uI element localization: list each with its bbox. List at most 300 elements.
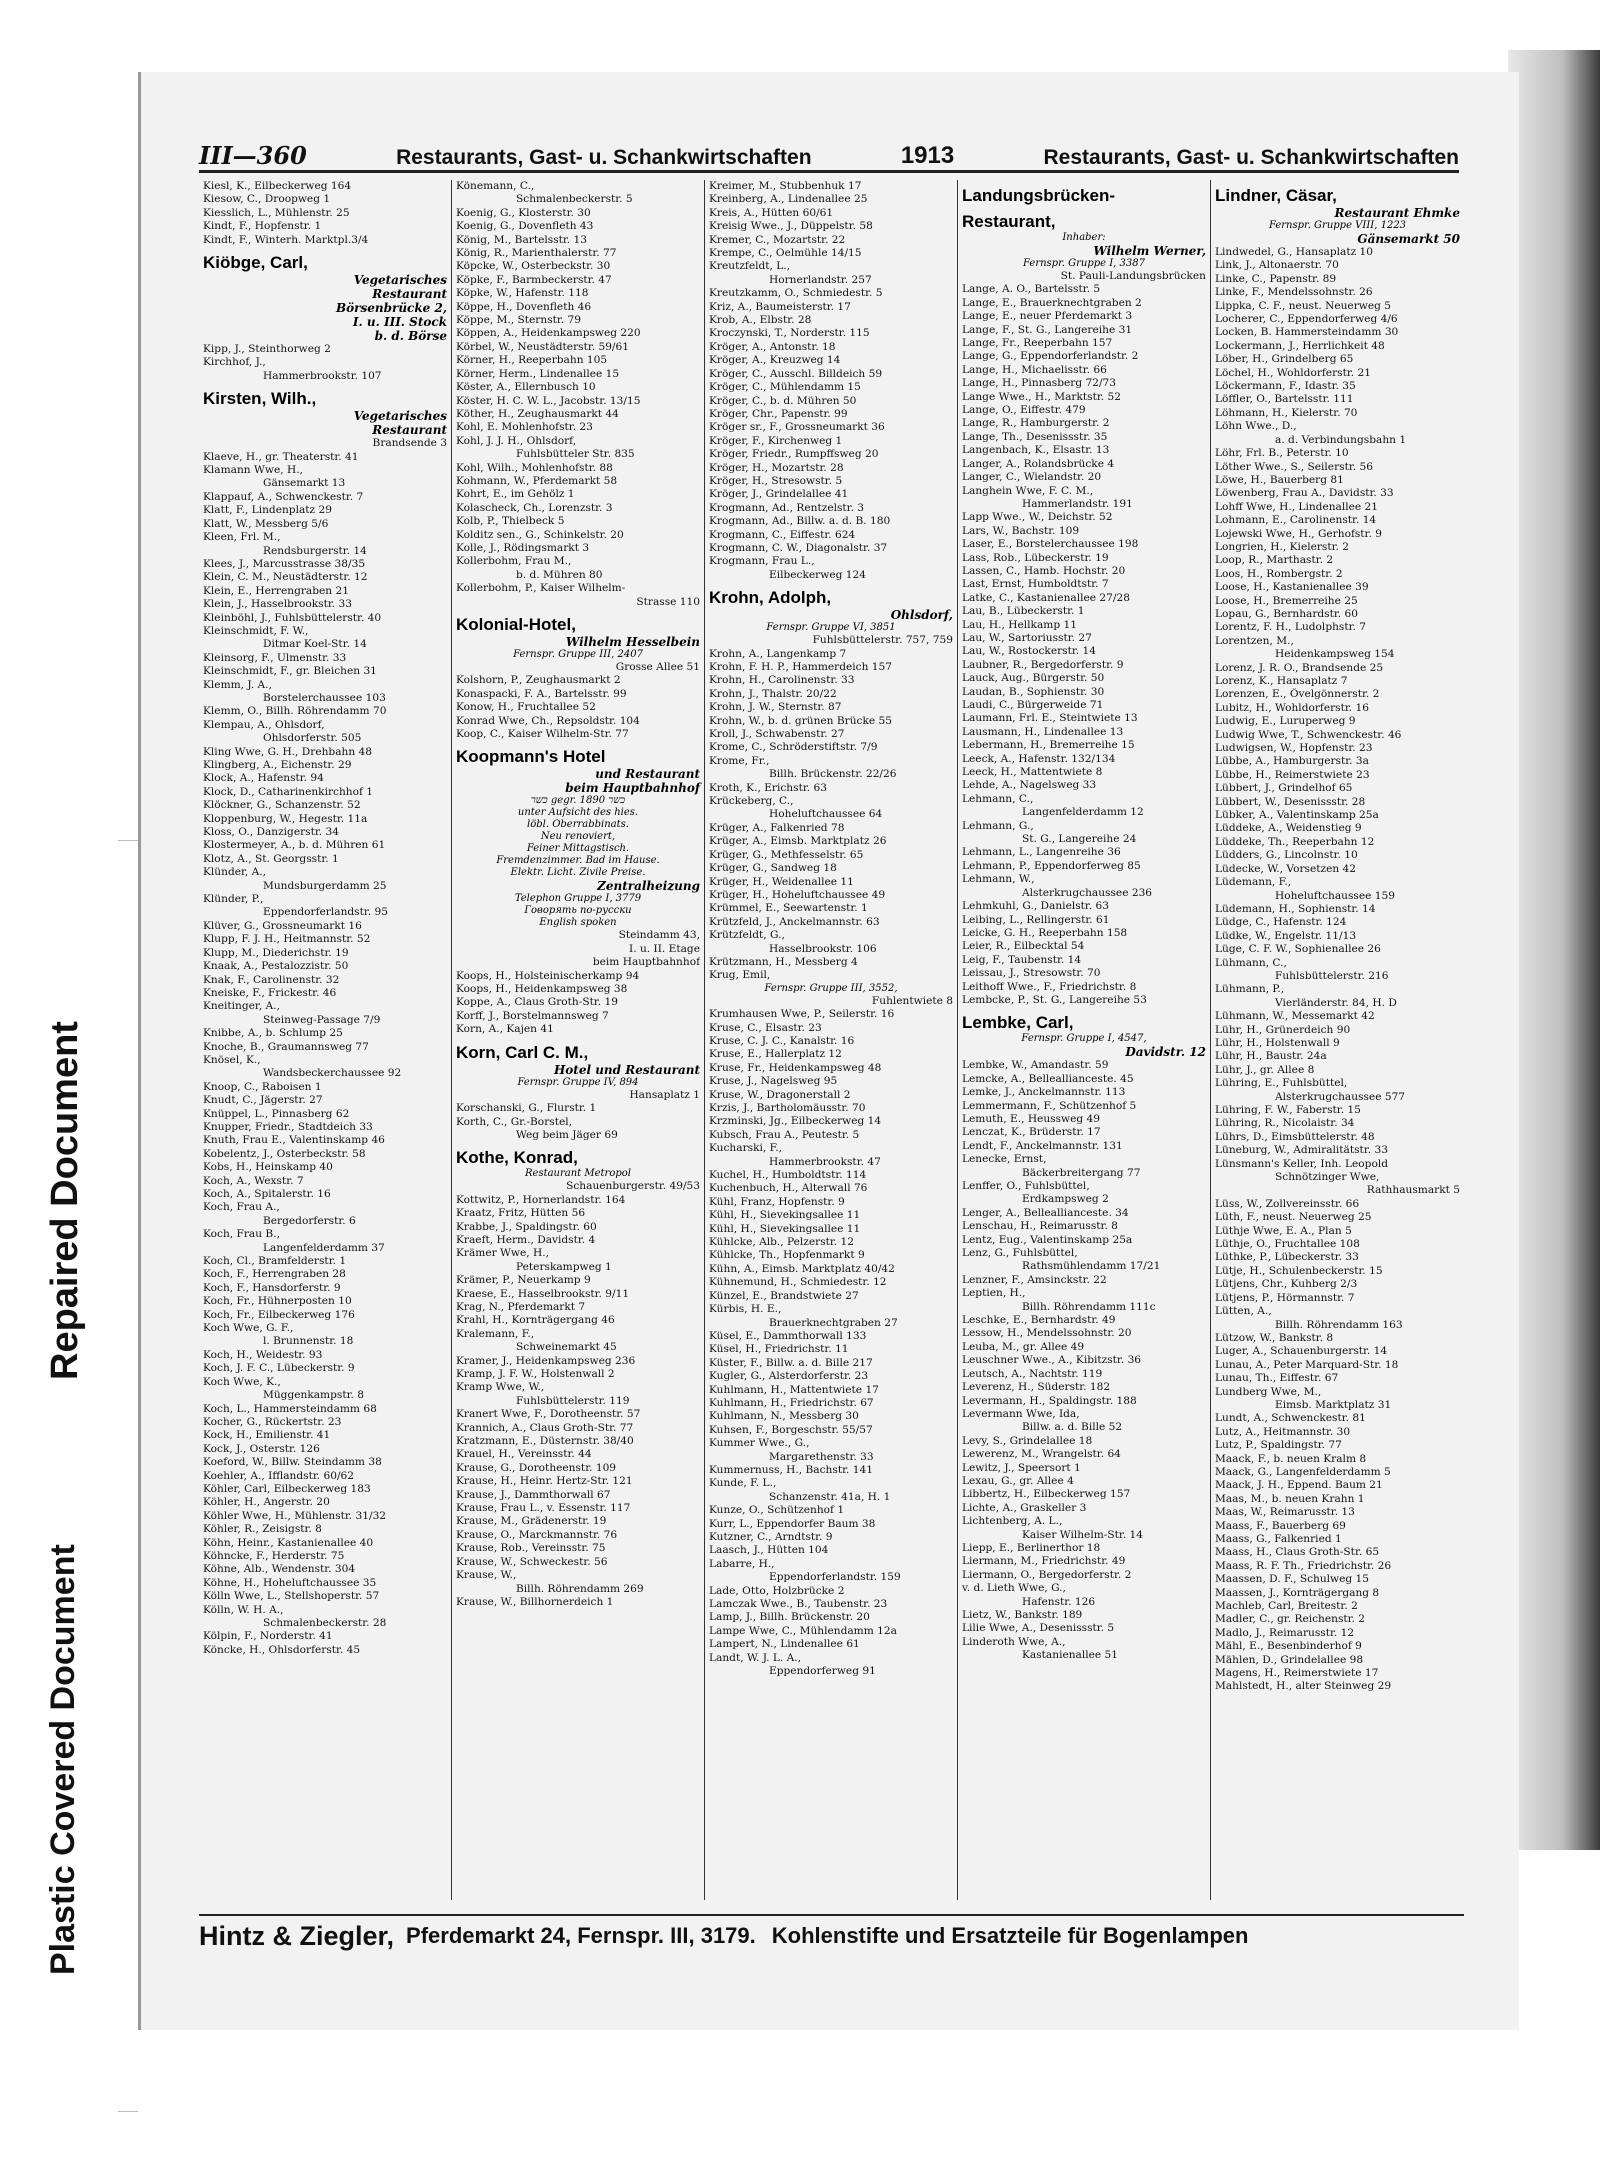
directory-entry: Klemm, O., Billh. Röhrendamm 70 xyxy=(203,705,387,718)
directory-entry: Kuchenbuch, H., Alterwall 76 xyxy=(709,1182,868,1195)
directory-entry: Köppe, H., Dovenfleth 46 xyxy=(456,300,592,313)
directory-entry: Kuhlmann, H., Mattentwiete 17 xyxy=(709,1383,879,1396)
directory-entry: Konrad Wwe, Ch., Repsoldstr. 104 xyxy=(456,714,640,727)
advert-note: Fernspr. Gruppe VIII, 1223 xyxy=(1268,220,1407,231)
directory-entry: Körner, H., Reeperbahn 105 xyxy=(456,354,608,367)
directory-entry: Krause, J., Dammthorwall 67 xyxy=(456,1488,611,1501)
directory-entry: Kraatz, Fritz, Hütten 56 xyxy=(456,1207,586,1220)
directory-entry: Lüdemann, H., Sophienstr. 14 xyxy=(1215,902,1376,915)
directory-entry: Konow, H., Fruchtallee 52 xyxy=(456,701,596,714)
directory-entry: Lübker, A., Valentinskamp 25a xyxy=(1215,809,1379,822)
plastic-covered-label: Plastic Covered Document xyxy=(44,1544,82,1975)
directory-entry: Lünsmann's Keller, Inh. Leopold xyxy=(1215,1157,1388,1170)
directory-entry: Maas, W., Reimarusstr. 13 xyxy=(1215,1506,1355,1519)
directory-entry: Lühr, H., Baustr. 24a xyxy=(1215,1050,1327,1063)
directory-entry: Kleen, Frl. M., xyxy=(203,531,281,544)
directory-entry: Lundt, A., Schwenckestr. 81 xyxy=(1215,1412,1366,1425)
directory-entry: Kolb, P., Thielbeck 5 xyxy=(456,515,565,528)
directory-entry: Linke, C., Papenstr. 89 xyxy=(1215,272,1337,285)
directory-entry: Klingberg, A., Eichenstr. 29 xyxy=(203,759,352,771)
directory-entry: Leig, F., Taubenstr. 14 xyxy=(962,953,1082,966)
directory-entry: Löffler, O., Bartelsstr. 111 xyxy=(1215,393,1354,406)
directory-entry: Knak, F., Carolinenstr. 32 xyxy=(203,973,340,986)
directory-entry: Link, J., Altonaerstr. 70 xyxy=(1215,259,1339,272)
address-continuation: Bergedorferstr. 6 xyxy=(263,1214,356,1227)
directory-entry: Krannich, A., Claus Groth-Str. 77 xyxy=(456,1421,634,1434)
directory-entry: Kolascheck, Ch., Lorenzstr. 3 xyxy=(456,501,613,514)
address-continuation: Schnötzinger Wwe, xyxy=(1275,1171,1380,1184)
directory-entry: Krüger, H., Weidenallee 11 xyxy=(709,875,854,888)
directory-entry: Lange Wwe., H., Marktstr. 52 xyxy=(962,390,1121,403)
address-continuation: Alsterkrugchaussee 577 xyxy=(1275,1090,1406,1103)
directory-entry: König, R., Marienthalerstr. 77 xyxy=(456,247,617,260)
directory-entry: Kühlcke, Alb., Pelzerstr. 12 xyxy=(709,1236,855,1249)
footer-address: Pferdemarkt 24, Fernspr. III, 3179. xyxy=(406,1923,756,1948)
directory-entry: Kuhsen, F., Borgeschstr. 55/57 xyxy=(709,1423,873,1436)
directory-entry: Langer, C., Wielandstr. 20 xyxy=(962,471,1102,484)
directory-entry: Lemuth, E., Heussweg 49 xyxy=(962,1112,1100,1125)
address-continuation: l. Brunnenstr. 18 xyxy=(263,1335,354,1348)
directory-entry: Lüss, W., Zollvereinsstr. 66 xyxy=(1215,1197,1360,1210)
directory-entry: Kutzner, C., Arndtstr. 9 xyxy=(709,1531,833,1543)
directory-entry: Kröger, Friedr., Rumpffsweg 20 xyxy=(709,448,879,461)
directory-entry: Kurr, L., Eppendorfer Baum 38 xyxy=(709,1517,876,1530)
directory-entry: Kühl, H., Sievekingsallee 11 xyxy=(709,1222,861,1235)
directory-entry: Klees, J., Marcusstrasse 38/35 xyxy=(203,557,366,570)
directory-column-4 xyxy=(958,180,1211,1900)
directory-entry: Krause, H., Heinr. Hertz-Str. 121 xyxy=(456,1475,633,1488)
address-continuation: Hammerbrookstr. 47 xyxy=(769,1155,881,1168)
address-continuation: a. d. Verbindungsbahn 1 xyxy=(1275,433,1407,446)
advert-note: English spoken xyxy=(539,917,617,929)
directory-entry: Krämer, P., Neuerkamp 9 xyxy=(456,1274,591,1287)
address-line: Strasse 110 xyxy=(636,595,700,608)
directory-entry: Levermann Wwe, Ida, xyxy=(962,1407,1080,1420)
directory-entry: Koehler, A., Ifflandstr. 60/62 xyxy=(203,1469,355,1482)
address-continuation: Schweinemarkt 45 xyxy=(516,1341,617,1354)
address-continuation: Eimsb. Marktplatz 31 xyxy=(1275,1398,1392,1411)
directory-entry: Kuhlmann, H., Friedrichstr. 67 xyxy=(709,1396,874,1409)
address-continuation: Fuhlsbütteler Str. 835 xyxy=(516,448,635,461)
directory-entry: Krützmann, H., Messberg 4 xyxy=(709,955,858,968)
directory-entry: Lange, H., Michaelisstr. 66 xyxy=(962,363,1107,376)
directory-entry: Machleb, Carl, Breitestr. 2 xyxy=(1215,1600,1358,1613)
directory-entry: Krumhausen Wwe, P., Seilerstr. 16 xyxy=(709,1008,895,1021)
directory-entry: Kubsch, Frau A., Peutestr. 5 xyxy=(709,1128,860,1141)
directory-entry: Krogmann, C., Eiffestr. 624 xyxy=(709,528,856,541)
address-continuation: Steinweg-Passage 7/9 xyxy=(263,1013,381,1026)
directory-entry: Krempe, C., Oelmühle 14/15 xyxy=(709,247,862,260)
address-line: Rathhausmarkt 5 xyxy=(1366,1184,1460,1197)
directory-entry: Last, Ernst, Humboldtstr. 7 xyxy=(962,578,1109,591)
directory-entry: Lebermann, H., Bremerreihe 15 xyxy=(962,739,1135,752)
directory-entry: Kruse, J., Nagelsweg 95 xyxy=(709,1075,838,1088)
directory-entry: Krämer Wwe, H., xyxy=(456,1247,549,1260)
address-continuation: Billh. Röhrendamm 111c xyxy=(1022,1300,1156,1313)
directory-entry: Köhncke, F., Herderstr. 75 xyxy=(203,1549,345,1562)
directory-entry: Leptien, H., xyxy=(962,1287,1026,1300)
directory-entry: Lange, O., Eiffestr. 479 xyxy=(962,404,1086,417)
address-continuation: Billh. Röhrendamm 269 xyxy=(516,1582,644,1595)
advert-line: Ohlsdorf, xyxy=(890,608,953,623)
advert-line: beim Hauptbahnhof xyxy=(565,781,700,796)
directory-entry: Lohmann, E., Carolinenstr. 14 xyxy=(1215,514,1377,527)
address-line: I. u. II. Etage xyxy=(629,942,700,955)
directory-entry: Krause, Rob., Vereinsstr. 75 xyxy=(456,1542,606,1555)
directory-entry: Lühmann, P., xyxy=(1215,983,1285,996)
directory-entry: Lüthje Wwe, E. A., Plan 5 xyxy=(1215,1224,1352,1237)
directory-entry: Krückeberg, C., xyxy=(709,795,794,808)
directory-entry: Klock, A., Hafenstr. 94 xyxy=(203,772,324,785)
address-continuation: Margarethenstr. 33 xyxy=(769,1450,874,1463)
directory-entry: Lenzner, F., Amsinckstr. 22 xyxy=(962,1273,1107,1286)
directory-entry: Lütje, H., Schulenbeckerstr. 15 xyxy=(1215,1264,1383,1277)
directory-entry: Kunde, F. L., xyxy=(709,1477,777,1490)
address-continuation: Hasselbrookstr. 106 xyxy=(769,942,877,955)
directory-entry: Lübbert, J., Grindelhof 65 xyxy=(1215,782,1353,795)
directory-entry: Krogmann, Ad., Rentzelstr. 3 xyxy=(709,501,865,514)
directory-entry: Koch, F., Hansdorferstr. 9 xyxy=(203,1281,341,1294)
directory-entry: Küsel, H., Friedrichstr. 11 xyxy=(709,1343,849,1356)
directory-entry: Klotz, A., St. Georgsstr. 1 xyxy=(203,852,339,865)
directory-entry: Koeford, W., Billw. Steindamm 38 xyxy=(203,1456,382,1469)
directory-entry: Löhr, Frl. B., Peterstr. 10 xyxy=(1215,447,1349,460)
directory-entry: Lange, E., neuer Pferdemarkt 3 xyxy=(962,310,1133,323)
directory-entry: Lade, Otto, Holzbrücke 2 xyxy=(709,1584,845,1597)
directory-entry: Kreimer, M., Stubbenhuk 17 xyxy=(709,180,862,192)
directory-entry: Krome, C., Schröderstiftstr. 7/9 xyxy=(709,741,878,754)
directory-entry: Kugler, G., Alsterdorferstr. 23 xyxy=(709,1370,869,1383)
directory-entry: Kummernuss, H., Bachstr. 141 xyxy=(709,1463,873,1476)
directory-entry: König, M., Bartelsstr. 13 xyxy=(456,233,588,246)
directory-entry: Leeck, A., Hafenstr. 132/134 xyxy=(962,752,1116,765)
directory-entry: Krzminski, Jg., Eilbeckerweg 14 xyxy=(709,1115,882,1128)
directory-entry: Köpke, F., Barmbeckerstr. 47 xyxy=(456,273,612,286)
advert-line: Wilhelm Werner, xyxy=(1093,244,1206,258)
directory-entry: Kleinschmidt, F. W., xyxy=(203,624,309,637)
directory-entry: Lassen, C., Hamb. Hochstr. 20 xyxy=(962,564,1126,577)
directory-entry: Koops, H., Holsteinischerkamp 94 xyxy=(456,969,640,982)
advert-note: Fernspr. Gruppe VI, 3851 xyxy=(766,622,896,634)
directory-entry: Kölln, W. H. A., xyxy=(203,1603,284,1616)
directory-entry: Lüdemann, F., xyxy=(1215,876,1292,889)
address-continuation: Müggenkampstr. 8 xyxy=(263,1389,364,1402)
directory-entry: Lendt, F., Anckelmannstr. 131 xyxy=(962,1139,1123,1152)
directory-entry: Kohl, Wilh., Mohlenhofstr. 88 xyxy=(456,461,613,474)
directory-entry: Maassen, J., Kornträgergang 8 xyxy=(1215,1586,1380,1599)
footer-products: Kohlenstifte und Ersatzteile für Bogenlampen xyxy=(771,1923,1249,1948)
directory-entry: Köhler, R., Zeisigstr. 8 xyxy=(203,1523,322,1536)
directory-entry: Lange, A. O., Bartelsstr. 5 xyxy=(962,283,1101,296)
side-label-strip xyxy=(0,0,130,2177)
directory-entry: Löber, H., Grindelberg 65 xyxy=(1215,353,1354,366)
directory-entry: Lindwedel, G., Hansaplatz 10 xyxy=(1215,246,1374,258)
directory-entry: Langhein Wwe, F. C. M., xyxy=(962,484,1094,497)
directory-entry: Kling Wwe, G. H., Drehbahn 48 xyxy=(203,745,373,758)
directory-entry: Maass, H., Claus Groth-Str. 65 xyxy=(1215,1546,1380,1559)
directory-entry: Kröger, A., Antonstr. 18 xyxy=(709,340,836,353)
directory-entry: Köther, H., Zeughausmarkt 44 xyxy=(456,407,619,420)
directory-entry: Kramp, J. F. W., Holstenwall 2 xyxy=(456,1368,615,1380)
directory-entry: Korth, C., Gr.-Borstel, xyxy=(456,1115,572,1128)
address-continuation: Schanzenstr. 41a, H. 1 xyxy=(769,1490,891,1503)
directory-entry: Lüth, F., neust. Neuerweg 25 xyxy=(1215,1211,1372,1224)
address-continuation: St. G., Langereihe 24 xyxy=(1022,833,1137,846)
directory-entry: Löhmann, H., Kielerstr. 70 xyxy=(1215,406,1358,419)
directory-entry: Lars, W., Bachstr. 109 xyxy=(962,524,1080,537)
directory-entry: Köncke, H., Ohlsdorferstr. 45 xyxy=(203,1643,361,1656)
address-continuation: Billh. Brückenstr. 22/26 xyxy=(769,768,897,781)
directory-entry: Kirchhof, J., xyxy=(203,356,266,369)
directory-entry: Laasch, J., Hütten 104 xyxy=(709,1544,829,1557)
directory-entry: Kollerbohm, Frau M., xyxy=(456,555,572,568)
directory-entry: Kiesslich, L., Mühlenstr. 25 xyxy=(203,206,350,219)
advert-line: b. d. Börse xyxy=(374,329,447,344)
document-page xyxy=(138,72,1519,2030)
directory-entry: Lexau, G., gr. Allee 4 xyxy=(962,1474,1074,1487)
directory-entry: Koch, J. F. C., Lübeckerstr. 9 xyxy=(203,1362,355,1375)
directory-columns xyxy=(199,180,1464,1900)
directory-entry: Kröger, C., b. d. Mühren 50 xyxy=(709,394,857,407)
advert-line: Zentralheizung xyxy=(597,879,700,894)
directory-entry: Koch, Fr., Eilbeckerweg 176 xyxy=(203,1308,355,1321)
directory-entry: Ludwig, E., Luruperweg 9 xyxy=(1215,715,1356,728)
directory-entry: Lüdders, G., Lincolnstr. 10 xyxy=(1215,849,1358,862)
directory-entry: Lorentz, F. H., Ludolphstr. 7 xyxy=(1215,621,1366,634)
directory-entry: Lau, W., Sartoriusstr. 27 xyxy=(962,631,1092,644)
advert-note: löbl. Oberrabbinats. xyxy=(527,819,629,831)
directory-entry: Kneiske, F., Frickestr. 46 xyxy=(203,986,337,999)
directory-entry: Maass, G., Falkenried 1 xyxy=(1215,1533,1342,1545)
directory-entry: Lockermann, J., Herrlichkeit 48 xyxy=(1215,339,1385,352)
directory-entry: Lorenz, J. R. O., Brandsende 25 xyxy=(1215,661,1384,674)
directory-entry: Landt, W. J. L. A., xyxy=(709,1651,802,1664)
directory-entry: Kiesow, C., Droopweg 1 xyxy=(203,193,331,206)
business-heading: Landungsbrücken- xyxy=(962,186,1116,205)
directory-entry: Kranert Wwe, F., Dorotheenstr. 57 xyxy=(456,1408,641,1421)
directory-entry: Lüthje, O., Fruchtallee 108 xyxy=(1215,1238,1360,1251)
address-continuation: Eilbeckerweg 124 xyxy=(769,568,866,581)
directory-entry: Leverenz, H., Süderstr. 182 xyxy=(962,1381,1111,1394)
directory-entry: Klatt, W., Messberg 5/6 xyxy=(203,517,329,530)
directory-entry: Kölln Wwe, L., Stellshoperstr. 57 xyxy=(203,1590,380,1603)
directory-entry: Krohn, J., Thalstr. 20/22 xyxy=(709,687,837,700)
directory-entry: Kruse, C. J. C., Kanalstr. 16 xyxy=(709,1034,855,1047)
directory-entry: Klein, E., Herrengraben 21 xyxy=(203,584,349,597)
directory-entry: Kroll, J., Schwabenstr. 27 xyxy=(709,728,845,741)
directory-entry: Krohn, H., Carolinenstr. 33 xyxy=(709,674,855,687)
directory-entry: Klempau, A., Ohlsdorf, xyxy=(203,718,325,731)
directory-entry: Krüger, H., Hoheluftchaussee 49 xyxy=(709,888,886,901)
directory-entry: Körner, Herm., Lindenallee 15 xyxy=(456,367,620,380)
directory-entry: Liepp, E., Berlinerthor 18 xyxy=(962,1541,1101,1554)
directory-entry: Koch, A., Spitalerstr. 16 xyxy=(203,1188,331,1200)
address-continuation: Kaiser Wilhelm-Str. 14 xyxy=(1022,1528,1143,1541)
directory-entry: Mählen, D., Grindelallee 98 xyxy=(1215,1653,1364,1666)
directory-entry: Lau, H., Hellkamp 11 xyxy=(962,618,1077,631)
directory-entry: Lorenzen, E., Övelgönnerstr. 2 xyxy=(1215,688,1380,701)
advert-line: Restaurant xyxy=(372,287,447,302)
directory-entry: Krogmann, Ad., Billw. a. d. B. 180 xyxy=(709,515,891,528)
directory-entry: Kröger, Chr., Papenstr. 99 xyxy=(709,407,848,420)
directory-entry: Lutz, A., Heitmannstr. 30 xyxy=(1215,1425,1351,1438)
directory-entry: Lüdke, W., Engelstr. 11/13 xyxy=(1215,929,1357,942)
page-header xyxy=(199,132,1459,173)
address-continuation: Langenfelderdamm 12 xyxy=(1022,806,1144,819)
page-number: III—360 xyxy=(199,141,307,170)
advert-line: und Restaurant xyxy=(595,767,700,782)
address-continuation: Langenfelderdamm 37 xyxy=(263,1241,385,1254)
directory-entry: Kraese, E., Hasselbrookstr. 9/11 xyxy=(456,1287,630,1300)
directory-entry: Klüver, G., Grossneumarkt 16 xyxy=(203,919,362,932)
directory-entry: Lampe Wwe, C., Mühlendamm 12a xyxy=(709,1624,897,1637)
directory-entry: Krümmel, E., Seewartenstr. 1 xyxy=(709,902,868,915)
footer-company: Hintz & Ziegler, xyxy=(199,1920,395,1951)
directory-entry: Lapp Wwe., W., Deichstr. 52 xyxy=(962,511,1113,524)
directory-entry: Lippka, C. F., neust. Neuerweg 5 xyxy=(1215,299,1391,312)
business-heading: Krohn, Adolph, xyxy=(709,588,832,608)
directory-entry: Kuhlmann, N., Messberg 30 xyxy=(709,1410,859,1423)
directory-entry: Kneitinger, A., xyxy=(203,1000,280,1013)
directory-entry: Knibbe, A., b. Schlump 25 xyxy=(203,1027,343,1040)
directory-entry: Lietz, W., Bankstr. 189 xyxy=(962,1609,1083,1621)
directory-entry: Lüddeke, A., Weidenstieg 9 xyxy=(1215,822,1362,835)
address-continuation: Hafenstr. 126 xyxy=(1022,1595,1096,1608)
address-line: Grosse Allee 51 xyxy=(615,661,700,673)
directory-entry: Leissau, J., Stresowstr. 70 xyxy=(962,967,1101,980)
directory-entry: Kleinschmidt, F., gr. Bleichen 31 xyxy=(203,665,377,678)
address-continuation: Hoheluftchaussee 159 xyxy=(1275,889,1395,902)
address-continuation: Bäckerbreitergang 77 xyxy=(1022,1166,1141,1179)
address-continuation: b. d. Mühren 80 xyxy=(516,568,603,581)
directory-entry: Lauck, Aug., Bürgerstr. 50 xyxy=(962,672,1105,685)
directory-entry: Locken, B. Hammersteindamm 30 xyxy=(1215,326,1399,339)
advert-line: Wilhelm Hesselbein xyxy=(565,635,700,649)
directory-entry: Lange, Fr., Reeperbahn 157 xyxy=(962,337,1113,350)
directory-entry: Küster, F., Billw. a. d. Bille 217 xyxy=(709,1356,873,1369)
directory-entry: Korn, A., Kajen 41 xyxy=(456,1023,554,1036)
directory-entry: Koch, Fr., Hühnerposten 10 xyxy=(203,1295,352,1308)
directory-entry: Koenig, G., Klosterstr. 30 xyxy=(456,206,591,219)
directory-entry: Luger, A., Schauenburgerstr. 14 xyxy=(1215,1345,1388,1358)
directory-entry: Liermann, M., Friedrichstr. 49 xyxy=(962,1555,1126,1568)
directory-entry: Lüdge, C., Hafenstr. 124 xyxy=(1215,916,1347,929)
directory-entry: Kottwitz, P., Hornerlandstr. 164 xyxy=(456,1193,626,1206)
directory-entry: Kolditz sen., G., Schinkelstr. 20 xyxy=(456,528,624,541)
directory-entry: Koppe, A., Claus Groth-Str. 19 xyxy=(456,996,618,1009)
directory-entry: Klatt, F., Lindenplatz 29 xyxy=(203,504,332,517)
directory-entry: Kühlcke, Th., Hopfenmarkt 9 xyxy=(709,1249,865,1262)
directory-entry: Kipp, J., Steinthorweg 2 xyxy=(203,343,331,356)
directory-entry: Lange, R., Hamburgerstr. 2 xyxy=(962,417,1110,430)
address-continuation: Kastanienallee 51 xyxy=(1022,1649,1119,1662)
directory-entry: Lange, E., Brauerknechtgraben 2 xyxy=(962,296,1142,309)
directory-entry: Löchel, H., Wohldorferstr. 21 xyxy=(1215,366,1371,379)
address-continuation: Billh. Röhrendamm 163 xyxy=(1275,1318,1403,1331)
directory-entry: Kröger sr., F., Grossneumarkt 36 xyxy=(709,421,885,434)
directory-entry: Körbel, W., Neustädterstr. 59/61 xyxy=(456,340,629,353)
directory-entry: Kobelentz, J., Osterbeckstr. 58 xyxy=(203,1147,366,1160)
directory-entry: Krob, A., Elbstr. 28 xyxy=(709,314,812,327)
business-heading: Kothe, Konrad, xyxy=(456,1148,578,1168)
advert-note: Fernspr. Gruppe I, 3387 xyxy=(1023,258,1145,269)
address-continuation: Rendsburgerstr. 14 xyxy=(263,544,367,557)
directory-entry: Leuba, M., gr. Allee 49 xyxy=(962,1340,1085,1353)
directory-entry: Kohmann, W., Pferdemarkt 58 xyxy=(456,474,618,487)
address-line: Hansaplatz 1 xyxy=(629,1088,700,1101)
directory-entry: Linderoth Wwe, A., xyxy=(962,1635,1066,1648)
directory-entry: Köhler, Carl, Eilbeckerweg 183 xyxy=(203,1482,371,1495)
address-continuation: Peterskampweg 1 xyxy=(516,1260,612,1273)
directory-entry: Kühl, Franz, Hopfenstr. 9 xyxy=(709,1195,845,1208)
address-continuation: Schmalenbeckerstr. 5 xyxy=(516,193,633,206)
directory-entry: Latke, C., Kastanienallee 27/28 xyxy=(962,591,1130,604)
directory-entry: Krause, Frau L., v. Essenstr. 117 xyxy=(456,1502,631,1515)
directory-entry: Koch, L., Hammersteindamm 68 xyxy=(203,1402,377,1415)
address-continuation: Wandsbeckerchaussee 92 xyxy=(263,1067,402,1080)
directory-column-2 xyxy=(452,180,705,1900)
directory-entry: Leuschner Wwe., A., Kibitzstr. 36 xyxy=(962,1354,1142,1367)
directory-entry: Leier, R., Eilbecktal 54 xyxy=(962,940,1085,953)
directory-entry: Kruse, E., Hallerplatz 12 xyxy=(709,1048,842,1061)
advert-note: Elektr. Licht. Zivile Preise. xyxy=(510,867,646,879)
directory-entry: Madler, C., gr. Reichenstr. 2 xyxy=(1215,1613,1366,1626)
directory-entry: Kröger, A., Kreuzweg 14 xyxy=(709,354,841,367)
directory-entry: Löwenberg, Frau A., Davidstr. 33 xyxy=(1215,487,1394,500)
directory-entry: Lembcke, P., St. G., Langereihe 53 xyxy=(962,993,1147,1006)
address-line: Brandsende 3 xyxy=(372,437,447,450)
directory-entry: Küsel, E., Dammthorwall 133 xyxy=(709,1329,867,1342)
directory-entry: Kolle, J., Rödingsmarkt 3 xyxy=(456,541,590,554)
advert-note: Restaurant Metropol xyxy=(525,1168,631,1180)
directory-entry: Klupp, F. J. H., Heitmannstr. 52 xyxy=(203,933,371,946)
business-heading: Kiöbge, Carl, xyxy=(203,253,308,273)
directory-entry: Lühring, E., Fuhlsbüttel, xyxy=(1215,1077,1348,1090)
advert-line: Hotel und Restaurant xyxy=(553,1062,700,1077)
directory-entry: Lorenz, K., Hansaplatz 7 xyxy=(1215,675,1348,687)
directory-entry: Kriz, A., Baumeisterstr. 17 xyxy=(709,300,851,313)
directory-entry: Konaspacki, F. A., Bartelsstr. 99 xyxy=(456,687,627,700)
directory-entry: Maas, M., b. neuen Krahn 1 xyxy=(1215,1492,1365,1505)
directory-entry: Köhne, H., Hoheluftchaussee 35 xyxy=(203,1576,377,1589)
directory-entry: Kohl, E. Mohlenhofstr. 23 xyxy=(456,421,593,434)
directory-column-5 xyxy=(1211,180,1464,1900)
directory-entry: Korschanski, G., Flurstr. 1 xyxy=(456,1102,597,1115)
directory-entry: Labarre, H., xyxy=(709,1557,775,1570)
directory-entry: Kühn, A., Eimsb. Marktplatz 40/42 xyxy=(709,1262,895,1275)
directory-entry: Koch, A., Wexstr. 7 xyxy=(203,1174,304,1187)
directory-entry: Künzel, E., Brandstwiete 27 xyxy=(709,1289,859,1302)
directory-entry: Löhn Wwe., D., xyxy=(1215,420,1297,433)
directory-entry: Kocher, G., Rückertstr. 23 xyxy=(203,1415,342,1428)
advert-note: Fernspr. Gruppe III, 3552, xyxy=(764,982,898,994)
directory-entry: Kindt, F., Winterh. Marktpl.3/4 xyxy=(203,233,369,246)
advert-note: Feiner Mittagstisch. xyxy=(526,843,630,855)
business-heading: Lindner, Cäsar, xyxy=(1215,186,1337,205)
directory-entry: Lüddeke, Th., Reeperbahn 12 xyxy=(1215,835,1375,848)
advert-note: Neu renoviert, xyxy=(540,831,616,843)
advertisement-footer xyxy=(199,1914,1464,1956)
directory-entry: Lührs, D., Eimsbüttelerstr. 48 xyxy=(1215,1130,1375,1143)
address-continuation: Hoheluftchaussee 64 xyxy=(769,808,883,821)
address-continuation: Erdkampsweg 2 xyxy=(1022,1193,1109,1206)
directory-entry: Krome, Fr., xyxy=(709,754,770,767)
directory-entry: Krohn, F. H. P., Hammerdeich 157 xyxy=(709,661,892,673)
directory-entry: Köster, H. C. W. L., Jacobstr. 13/15 xyxy=(456,394,641,407)
directory-entry: Köppen, A., Heidenkampsweg 220 xyxy=(456,327,641,340)
directory-entry: Krüger, G., Sandweg 18 xyxy=(709,862,837,875)
address-line: Schauenburgerstr. 49/53 xyxy=(566,1180,700,1193)
